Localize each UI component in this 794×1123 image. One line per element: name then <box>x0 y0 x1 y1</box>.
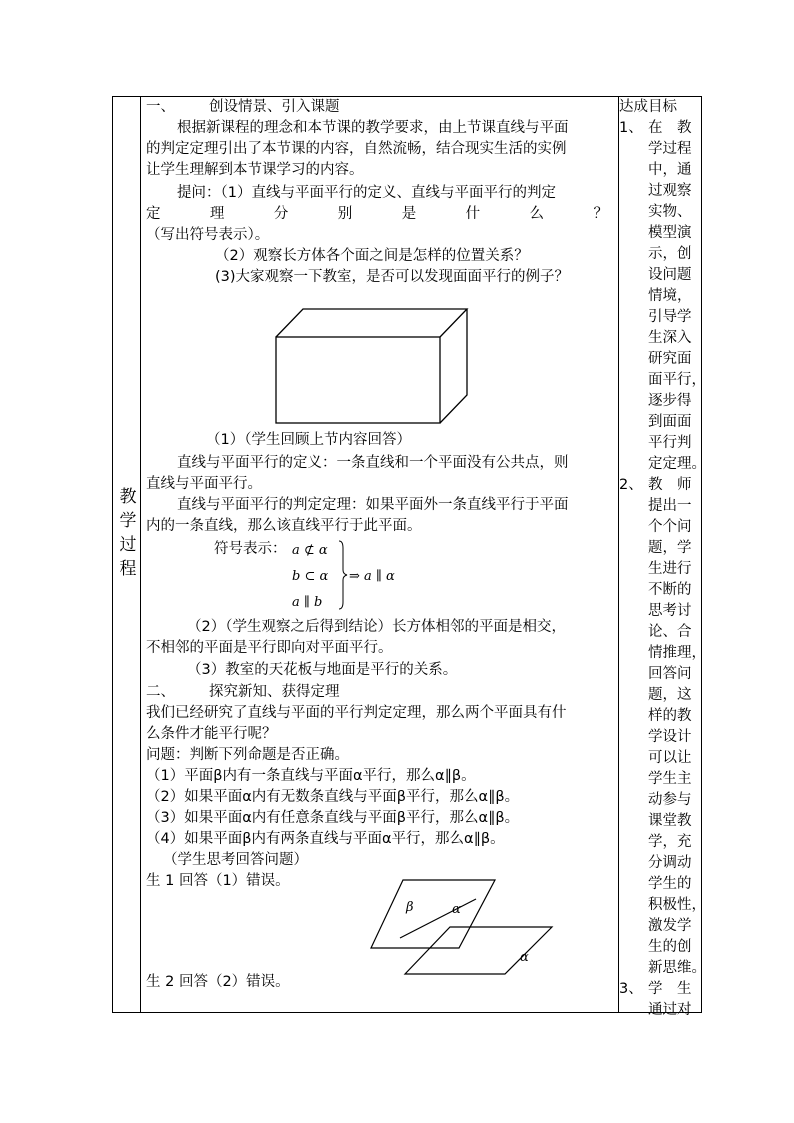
goal-number: 3、 <box>619 981 643 997</box>
symbol-label: 符号表示： <box>214 541 287 557</box>
planes-figure <box>368 877 568 977</box>
label-alpha-line: α <box>452 902 461 917</box>
symbol-line-1: a ⊄ α <box>292 543 328 558</box>
question-3: (3)大家观察一下教室，是否可以发现面面平行的例子？ <box>215 269 570 285</box>
goal-number: 2、 <box>619 477 643 493</box>
symbol-result: ⇒ a ∥ α <box>349 569 395 584</box>
lesson-table: 教 学 过 程 达成目标 1、 在 教 学过程 中，通 过观察 实物、 模型演 示，创 设问题 情境， 引导学 生深入 研究面 面平行， 逐步得 到面面 平行判 定定理。 2、 教 师 提出一 个个问 题，学 生进行 不断的 思考讨 论、合 情推理， 回答问 题，这 样的教 学设计 可以让 学生主 动参与 课堂教 学，充 分调动 学生的 积极性， 激发学 生的创 新思维。 3、 学 生 通过对 一、 创设情景、引入课题 根据新课程的理念和本节课的教学要求，由上节课直线与平面 的判定定理引出了本节课的内容，自然流畅，结合现实生活的实例 让学生理解到本节课学习的内容。 提问：（1）直线与平面平行的定义、直线与平面平行的判定 定 理 分 别 是 什 么 ？ （写出符号表示）。 （2）观察长方体各个面之间是怎样的位置关系？ (3)大家观察一下教室，是否可以发现面面平行的例子？ （1）（学生回顾上节内容回答） 直线与平面平行的定义：一条直线和一个平面没有公共点，则 直线与平面平行。 直线与平面平行的判定定理：如果平面外一条直线平行于平面 内的一条直线，那么该直线平行于此平面。 符号表示： a ⊄ α b ⊂ α a ∥ b ⇒ a ∥ α （2）（学生观察之后得到结论）长方体相邻的平面是相交， 不相邻的平面是平行即向对平面平行。 （3）教室的天花板与地面是平行的关系。 二、 探究新知、获得定理 我们已经研究了直线与平面的平行判定定理，那么两个平面具有什 么条件才能平行呢？ 问题：判断下列命题是否正确。 （1）平面β内有一条直线与平面α平行，那么α∥β。 （2）如果平面α内有无数条直线与平面β平行，那么α∥β。 （3）如果平面α内有任意条直线与平面β平行，那么α∥β。 （4）如果平面β内有两条直线与平面α平行，那么α∥β。 （学生思考回答问题） 生 1 回答（1）错误。 β α α 生 2 回答（2）错误。 <box>112 96 702 1013</box>
student-1-answer: 生 1 回答（1）错误。 <box>146 873 290 889</box>
definition-line-2: 直线与平面平行。 <box>146 476 262 492</box>
problem-intro: 问题：判断下列命题是否正确。 <box>146 747 349 763</box>
answer-1-intro: （1）（学生回顾上节内容回答） <box>206 432 411 448</box>
answer-2-line-1: （2）（学生观察之后得到结论）长方体相邻的平面是相交， <box>187 619 566 635</box>
intro-line-3: 让学生理解到本节课学习的内容。 <box>146 162 364 178</box>
question-justified: 定 理 分 别 是 什 么 ？ <box>146 206 608 222</box>
explore-line-1: 我们已经研究了直线与平面的平行判定定理，那么两个平面具有什 <box>146 705 567 721</box>
answer-2-line-2: 不相邻的平面是平行即向对平面平行。 <box>146 640 393 656</box>
proposition-1: （1）平面β内有一条直线与平面α平行，那么α∥β。 <box>146 768 476 784</box>
goals-column <box>619 97 699 118</box>
question-2: （2）观察长方体各个面之间是怎样的位置关系？ <box>215 248 529 264</box>
plane-alpha <box>405 927 552 974</box>
symbol-expression <box>289 538 409 612</box>
symbol-line-2: b ⊂ α <box>292 569 329 584</box>
column-divider-right <box>618 97 619 1012</box>
goals-header: 达成目标 <box>619 99 677 115</box>
proposition-3: （3）如果平面α内有任意条直线与平面β平行，那么α∥β。 <box>146 810 520 826</box>
cuboid-top-face <box>276 309 467 337</box>
section1-heading: 一、 创设情景、引入课题 <box>146 99 340 115</box>
theorem-line-2: 内的一条直线，那么该直线平行于此平面。 <box>146 518 422 534</box>
question-intro: 提问：（1）直线与平面平行的定义、直线与平面平行的判定 <box>177 185 556 201</box>
goal-number: 1、 <box>619 120 643 136</box>
cuboid-side-face <box>440 309 467 423</box>
column-divider-left <box>140 97 141 1012</box>
cuboid-figure <box>273 307 473 429</box>
label-alpha-plane: α <box>520 950 529 965</box>
section2-heading: 二、 探究新知、获得定理 <box>146 684 340 700</box>
student-2-answer: 生 2 回答（2）错误。 <box>146 974 290 990</box>
symbol-brace <box>339 541 347 609</box>
definition-line-1: 直线与平面平行的定义：一条直线和一个平面没有公共点，则 <box>177 455 569 471</box>
plane-beta <box>371 880 495 948</box>
symbol-line-3: a ∥ b <box>292 595 323 610</box>
cuboid-front-face <box>276 337 440 423</box>
students-think: （学生思考回答问题） <box>163 852 308 868</box>
label-beta: β <box>406 900 414 915</box>
answer-3: （3）教室的天花板与地面是平行的关系。 <box>187 662 458 678</box>
proposition-2: （2）如果平面α内有无数条直线与平面β平行，那么α∥β。 <box>146 789 520 805</box>
side-label: 教 学 过 程 <box>119 487 137 579</box>
proposition-4: （4）如果平面β内有两条直线与平面α平行，那么α∥β。 <box>146 831 505 847</box>
intro-line-2: 的判定定理引出了本节课的内容，自然流畅，结合现实生活的实例 <box>146 141 567 157</box>
theorem-line-1: 直线与平面平行的判定定理：如果平面外一条直线平行于平面 <box>177 497 569 513</box>
intro-line-1: 根据新课程的理念和本节课的教学要求，由上节课直线与平面 <box>177 120 569 136</box>
explore-line-2: 么条件才能平行呢？ <box>146 726 277 742</box>
question-note: （写出符号表示）。 <box>146 227 270 243</box>
